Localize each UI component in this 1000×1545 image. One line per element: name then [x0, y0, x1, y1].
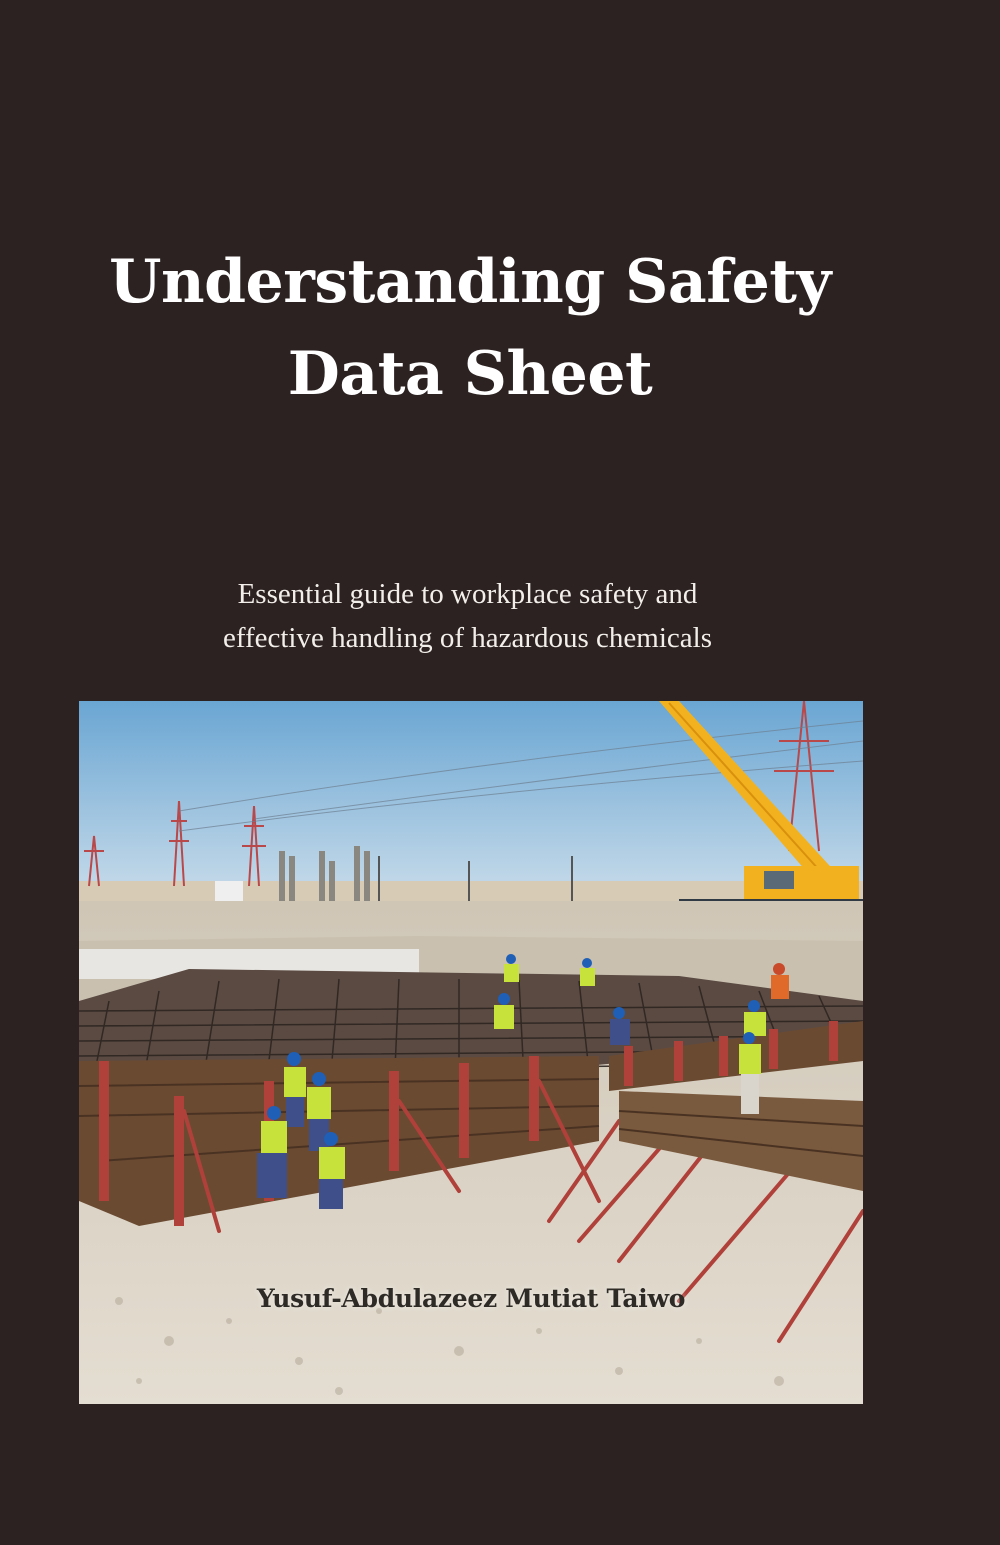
- title-line-1: Understanding Safety: [109, 247, 831, 317]
- subtitle-line-2: effective handling of hazardous chemicals: [222, 622, 713, 654]
- book-title: [60, 236, 880, 420]
- worker-icon: [739, 1032, 761, 1114]
- book-author: Yusuf-Abdulazeez Mutiat Taiwo: [256, 1284, 686, 1313]
- subtitle-line-1: Essential guide to workplace safety and: [237, 578, 698, 610]
- title-line-2: Data Sheet: [287, 339, 653, 409]
- book-subtitle: [110, 572, 825, 660]
